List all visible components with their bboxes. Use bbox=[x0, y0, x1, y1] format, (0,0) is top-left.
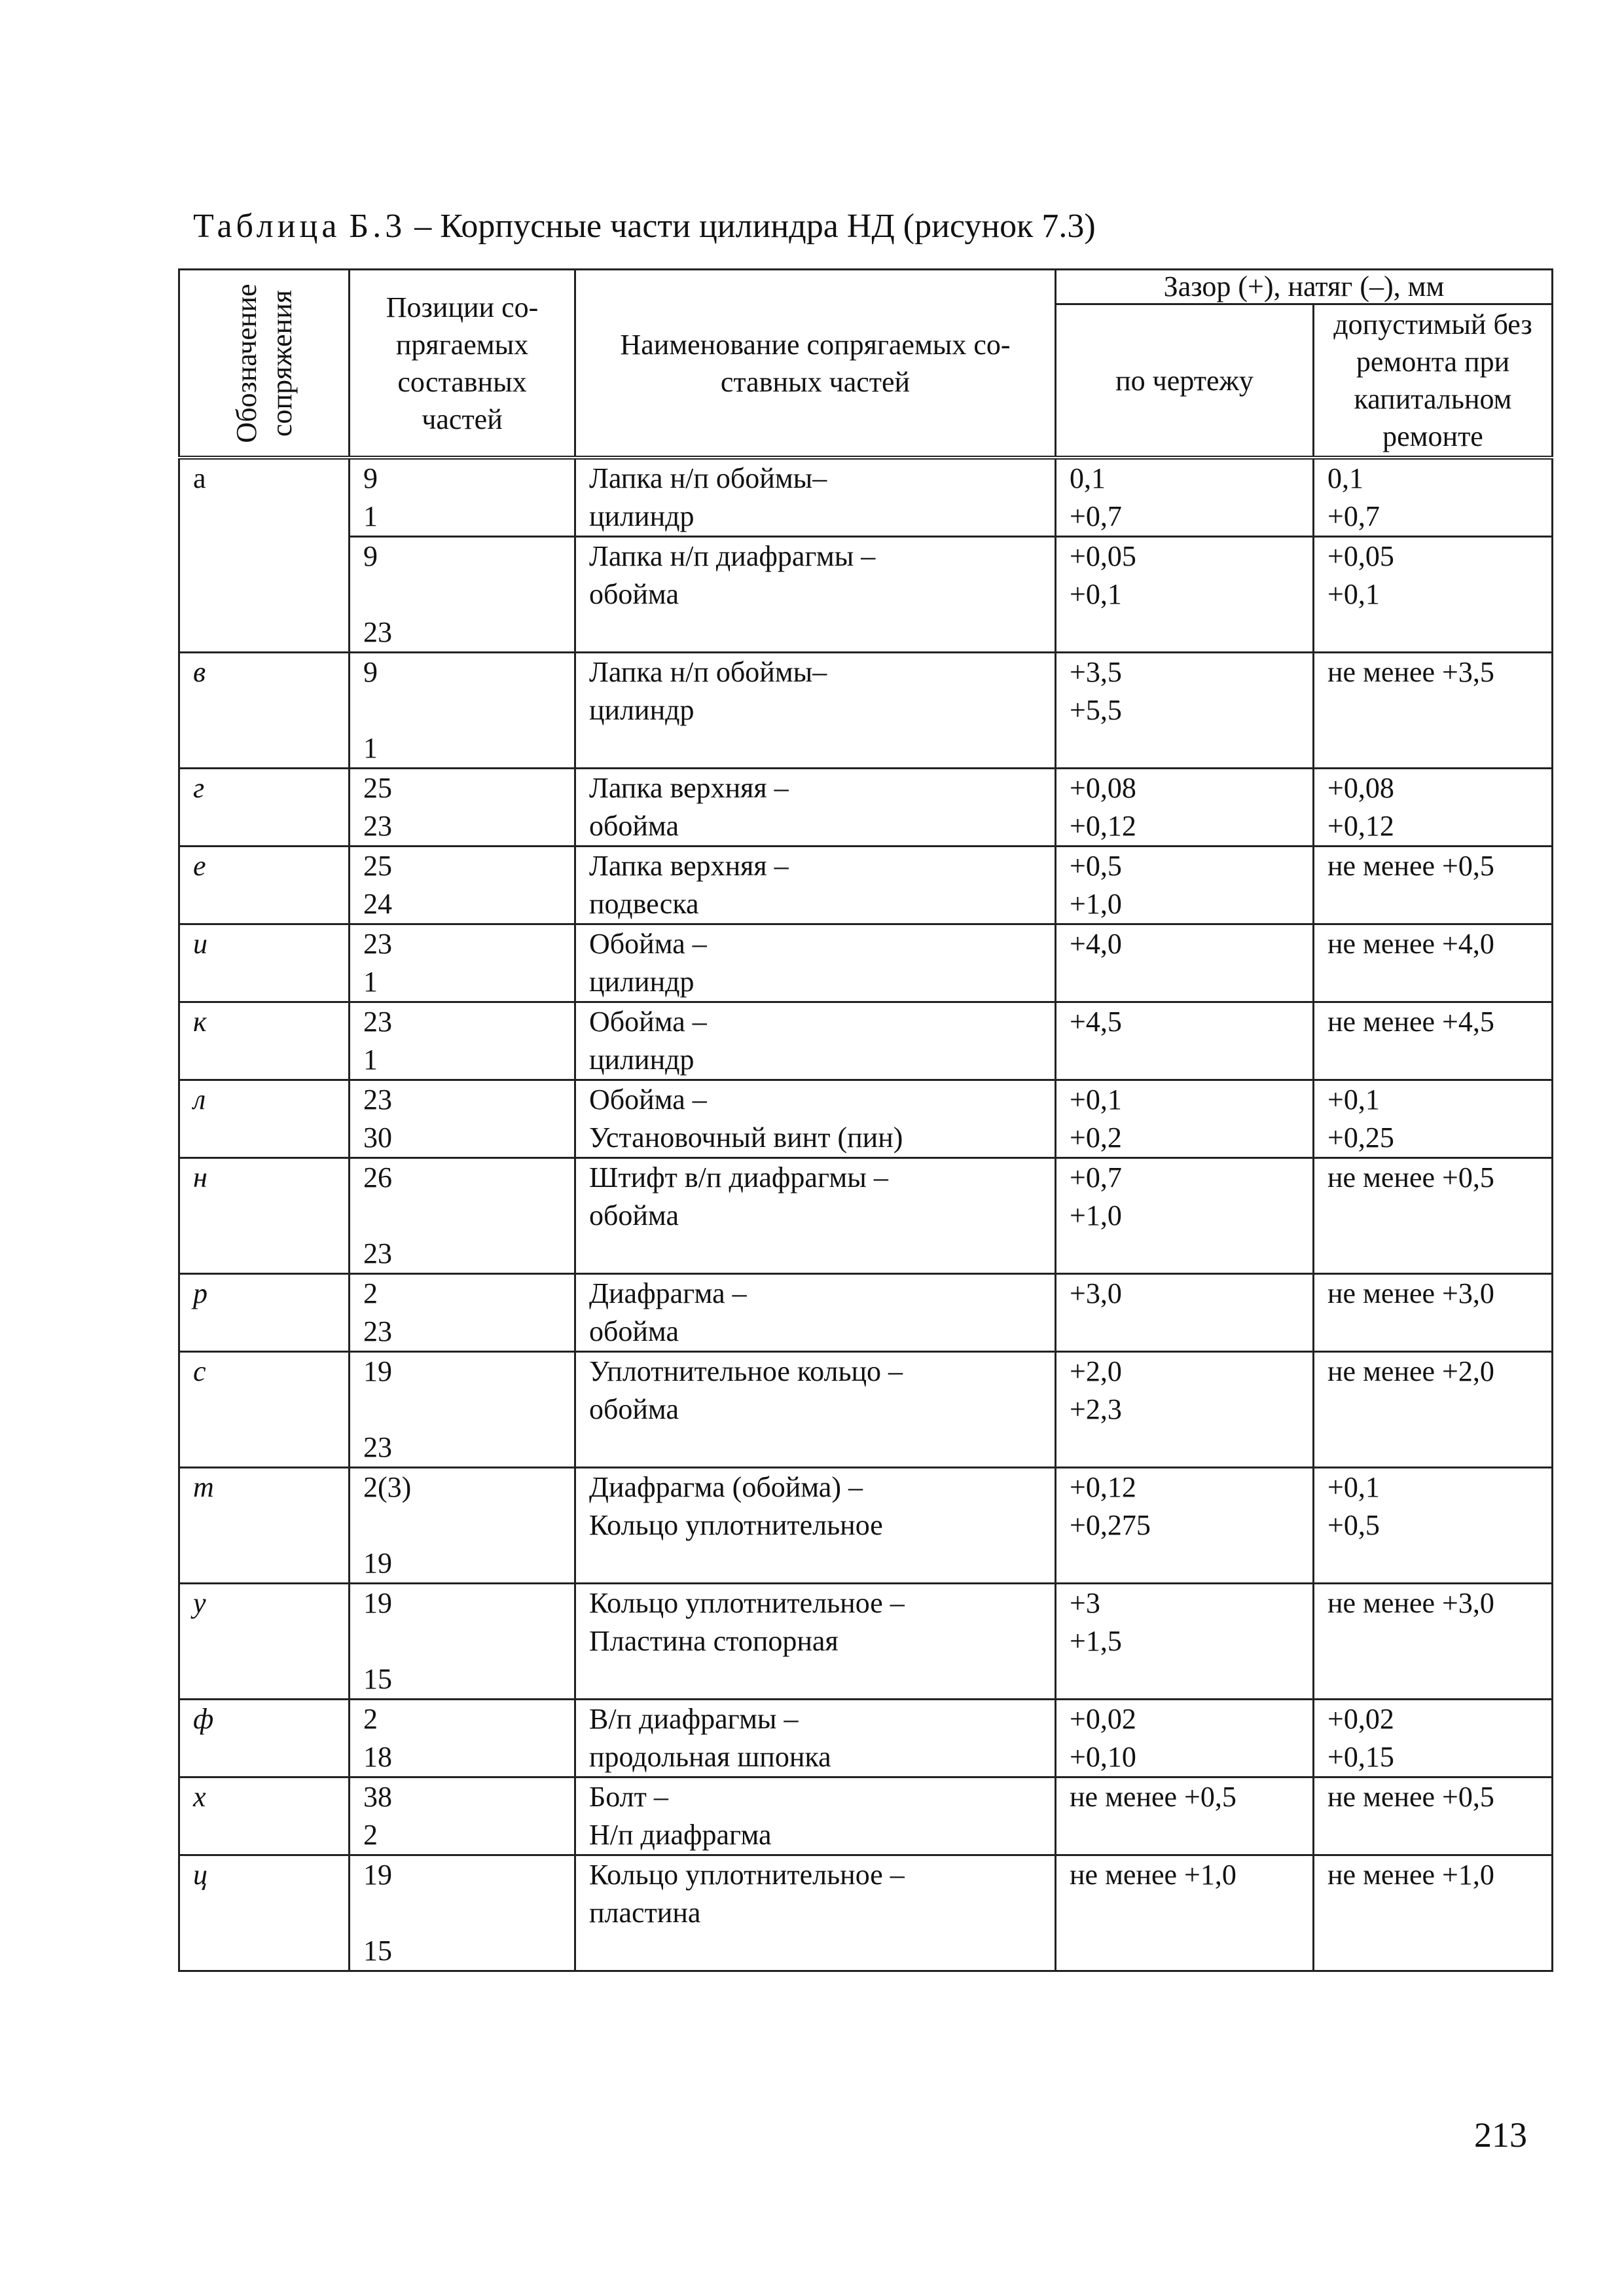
cell-positions-line: 23 bbox=[363, 1237, 392, 1269]
header-positions: Позиции со-прягаемых составных частей bbox=[350, 270, 575, 458]
cell-allowed-line: не менее +4,0 bbox=[1327, 928, 1494, 960]
cell-allowed-line: не менее +4,5 bbox=[1327, 1006, 1494, 1038]
cell-positions bbox=[350, 1274, 575, 1352]
cell-positions-line: 23 bbox=[363, 928, 392, 960]
table-row bbox=[179, 1855, 1553, 1971]
cell-by-drawing-line: +3 bbox=[1070, 1587, 1100, 1619]
cell-positions-line bbox=[363, 691, 574, 729]
cell-by-drawing-line: +1,5 bbox=[1070, 1625, 1122, 1657]
cell-by-drawing-line: 0,1 bbox=[1070, 462, 1106, 494]
cell-by-drawing-line: +2,3 bbox=[1070, 1393, 1122, 1425]
cell-positions-line: 19 bbox=[363, 1355, 392, 1387]
cell-name bbox=[575, 1777, 1056, 1855]
cell-by-drawing bbox=[1056, 1274, 1314, 1352]
cell-name-line: подвеска bbox=[589, 888, 699, 920]
cell-designation: х bbox=[179, 1777, 350, 1855]
cell-positions-line: 1 bbox=[363, 500, 378, 532]
cell-positions-line: 19 bbox=[363, 1859, 392, 1891]
table-row bbox=[179, 1468, 1553, 1584]
table-row bbox=[179, 537, 1553, 653]
table-row bbox=[179, 653, 1553, 769]
cell-allowed-line: 0,1 bbox=[1327, 462, 1363, 494]
cell-name-line: цилиндр bbox=[589, 500, 695, 532]
cell-by-drawing-line: +0,08 bbox=[1070, 772, 1136, 804]
cell-positions bbox=[350, 769, 575, 847]
cell-name-line: Диафрагма – bbox=[589, 1277, 747, 1309]
cell-positions-line bbox=[363, 1894, 574, 1932]
cell-allowed bbox=[1314, 1158, 1553, 1274]
cell-positions-line: 9 bbox=[363, 462, 378, 494]
cell-name-line: обойма bbox=[589, 578, 679, 610]
cell-allowed-line: не менее +2,0 bbox=[1327, 1355, 1494, 1387]
cell-positions-line: 23 bbox=[363, 1315, 392, 1347]
cell-by-drawing bbox=[1056, 1158, 1314, 1274]
cell-positions-line bbox=[363, 1506, 574, 1544]
cell-name bbox=[575, 769, 1056, 847]
cell-by-drawing-line: +0,7 bbox=[1070, 1161, 1122, 1194]
cell-allowed-line: не менее +3,0 bbox=[1327, 1587, 1494, 1619]
cell-by-drawing bbox=[1056, 537, 1314, 653]
cell-name-line: Лапка н/п обоймы– bbox=[589, 462, 827, 494]
cell-name-line: Н/п диафрагма bbox=[589, 1819, 772, 1851]
cell-name bbox=[575, 1700, 1056, 1777]
table-row bbox=[179, 458, 1553, 537]
cell-positions-line: 23 bbox=[363, 1006, 392, 1038]
cell-allowed bbox=[1314, 1274, 1553, 1352]
cell-by-drawing bbox=[1056, 1352, 1314, 1468]
table-row bbox=[179, 847, 1553, 924]
cell-positions-line: 24 bbox=[363, 888, 392, 920]
cell-designation: а bbox=[179, 458, 350, 653]
cell-name-line: Обойма – bbox=[589, 928, 707, 960]
cell-by-drawing-line: +0,02 bbox=[1070, 1703, 1136, 1735]
page-number: 213 bbox=[1474, 2115, 1527, 2155]
cell-name-line: обойма bbox=[589, 1199, 679, 1231]
cell-name-line: Обойма – bbox=[589, 1006, 707, 1038]
cell-name-line: продольная шпонка bbox=[589, 1741, 831, 1773]
cell-positions-line bbox=[363, 1391, 574, 1429]
cell-by-drawing-line: +3,5 bbox=[1070, 656, 1122, 688]
cell-designation: н bbox=[179, 1158, 350, 1274]
cell-designation: и bbox=[179, 924, 350, 1002]
cell-name-line: обойма bbox=[589, 810, 679, 842]
cell-by-drawing-line: не менее +1,0 bbox=[1070, 1859, 1236, 1891]
cell-allowed-line: не менее +0,5 bbox=[1327, 1161, 1494, 1194]
cell-allowed-line: не менее +0,5 bbox=[1327, 1781, 1494, 1813]
cell-allowed bbox=[1314, 653, 1553, 769]
cell-positions-line: 25 bbox=[363, 772, 392, 804]
cell-name-line: Лапка верхняя – bbox=[589, 772, 789, 804]
cell-name-line: Кольцо уплотнительное – bbox=[589, 1859, 905, 1891]
cell-positions-line: 15 bbox=[363, 1935, 392, 1967]
cell-positions-line: 9 bbox=[363, 540, 378, 572]
cell-positions-line: 38 bbox=[363, 1781, 392, 1813]
cell-name-line: Лапка н/п диафрагмы – bbox=[589, 540, 876, 572]
cell-positions-line: 2 bbox=[363, 1277, 378, 1309]
cell-positions bbox=[350, 1158, 575, 1274]
cell-allowed bbox=[1314, 1777, 1553, 1855]
cell-name-line: Уплотнительное кольцо – bbox=[589, 1355, 903, 1387]
caption-label: Таблица bbox=[193, 208, 341, 245]
cell-by-drawing bbox=[1056, 1468, 1314, 1584]
cell-by-drawing-line: +0,12 bbox=[1070, 1471, 1136, 1503]
cell-positions bbox=[350, 1584, 575, 1700]
cell-allowed bbox=[1314, 1352, 1553, 1468]
cell-allowed bbox=[1314, 769, 1553, 847]
cell-name-line: цилиндр bbox=[589, 694, 695, 726]
cell-positions-line: 23 bbox=[363, 616, 392, 648]
cell-allowed-line: +0,08 bbox=[1327, 772, 1394, 804]
cell-positions-line: 19 bbox=[363, 1547, 392, 1579]
cell-positions bbox=[350, 653, 575, 769]
cell-name bbox=[575, 1274, 1056, 1352]
cell-allowed bbox=[1314, 1468, 1553, 1584]
cell-name-line: цилиндр bbox=[589, 966, 695, 998]
cell-name-line: Установочный винт (пин) bbox=[589, 1121, 903, 1154]
cell-positions bbox=[350, 1352, 575, 1468]
cell-by-drawing-line: +0,1 bbox=[1070, 1084, 1122, 1116]
cell-name-line: Болт – bbox=[589, 1781, 668, 1813]
cell-positions-line: 18 bbox=[363, 1741, 392, 1773]
cell-allowed-line: +0,15 bbox=[1327, 1741, 1394, 1773]
cell-by-drawing-line: +0,12 bbox=[1070, 810, 1136, 842]
cell-by-drawing-line: +4,0 bbox=[1070, 928, 1122, 960]
cell-allowed-line: не менее +1,0 bbox=[1327, 1859, 1494, 1891]
cell-designation: е bbox=[179, 847, 350, 924]
cell-name-line: обойма bbox=[589, 1315, 679, 1347]
header-name: Наименование сопрягаемых со-ставных частей bbox=[575, 270, 1056, 458]
cell-designation: к bbox=[179, 1002, 350, 1080]
cell-by-drawing bbox=[1056, 1700, 1314, 1777]
table-row bbox=[179, 1080, 1553, 1158]
table-caption bbox=[193, 206, 1096, 247]
cell-allowed-line: +0,02 bbox=[1327, 1703, 1394, 1735]
cell-by-drawing-line: +0,275 bbox=[1070, 1509, 1151, 1541]
cell-allowed-line: +0,25 bbox=[1327, 1121, 1394, 1154]
cell-allowed-line: не менее +0,5 bbox=[1327, 850, 1494, 882]
table-row bbox=[179, 1584, 1553, 1700]
cell-allowed-line: +0,05 bbox=[1327, 540, 1394, 572]
table-row bbox=[179, 1274, 1553, 1352]
cell-allowed-line: +0,5 bbox=[1327, 1509, 1380, 1541]
table-row bbox=[179, 1777, 1553, 1855]
cell-positions bbox=[350, 1777, 575, 1855]
cell-allowed-line: не менее +3,5 bbox=[1327, 656, 1494, 688]
cell-positions-line: 2 bbox=[363, 1819, 378, 1851]
cell-designation: ц bbox=[179, 1855, 350, 1971]
cell-name bbox=[575, 1002, 1056, 1080]
cell-positions-line: 9 bbox=[363, 656, 378, 688]
cell-by-drawing bbox=[1056, 847, 1314, 924]
cell-by-drawing-line: +1,0 bbox=[1070, 888, 1122, 920]
cell-by-drawing bbox=[1056, 1777, 1314, 1855]
cell-name-line: Диафрагма (обойма) – bbox=[589, 1471, 863, 1503]
cell-by-drawing bbox=[1056, 1080, 1314, 1158]
cell-by-drawing-line: +0,2 bbox=[1070, 1121, 1122, 1154]
cell-designation: ф bbox=[179, 1700, 350, 1777]
cell-allowed-line: +0,1 bbox=[1327, 578, 1380, 610]
cell-by-drawing bbox=[1056, 1584, 1314, 1700]
cell-name bbox=[575, 653, 1056, 769]
cell-positions-line: 19 bbox=[363, 1587, 392, 1619]
cell-designation: с bbox=[179, 1352, 350, 1468]
cell-by-drawing-line: не менее +0,5 bbox=[1070, 1781, 1236, 1813]
cell-allowed bbox=[1314, 1080, 1553, 1158]
cell-positions-line: 1 bbox=[363, 1044, 378, 1076]
cell-designation: р bbox=[179, 1274, 350, 1352]
cell-allowed bbox=[1314, 537, 1553, 653]
table-row bbox=[179, 1158, 1553, 1274]
cell-name bbox=[575, 1080, 1056, 1158]
cell-positions-line bbox=[363, 575, 574, 613]
cell-name-line: Кольцо уплотнительное bbox=[589, 1509, 883, 1541]
cell-by-drawing-line: +0,7 bbox=[1070, 500, 1122, 532]
cell-name-line: цилиндр bbox=[589, 1044, 695, 1076]
header-by-drawing: по чертежу bbox=[1056, 304, 1314, 458]
table-row bbox=[179, 924, 1553, 1002]
cell-by-drawing-line: +0,10 bbox=[1070, 1741, 1136, 1773]
table-row bbox=[179, 769, 1553, 847]
cell-name bbox=[575, 537, 1056, 653]
cell-positions-line bbox=[363, 1622, 574, 1660]
caption-number: Б.3 bbox=[349, 208, 406, 245]
cell-name-line: Обойма – bbox=[589, 1084, 707, 1116]
cell-allowed bbox=[1314, 1855, 1553, 1971]
cell-by-drawing-line: +1,0 bbox=[1070, 1199, 1122, 1231]
cell-positions bbox=[350, 847, 575, 924]
cell-name bbox=[575, 1855, 1056, 1971]
cell-allowed bbox=[1314, 1002, 1553, 1080]
mating-parts-table bbox=[178, 268, 1553, 1972]
cell-name bbox=[575, 458, 1056, 537]
cell-by-drawing-line: +5,5 bbox=[1070, 694, 1122, 726]
cell-name-line: В/п диафрагмы – bbox=[589, 1703, 799, 1735]
cell-by-drawing bbox=[1056, 1855, 1314, 1971]
cell-name-line: Пластина стопорная bbox=[589, 1625, 839, 1657]
cell-allowed-line: +0,12 bbox=[1327, 810, 1394, 842]
cell-positions-line: 2(3) bbox=[363, 1471, 412, 1503]
table-row bbox=[179, 1002, 1553, 1080]
cell-positions bbox=[350, 924, 575, 1002]
table-row bbox=[179, 1700, 1553, 1777]
header-designation: Обозначение сопряжения bbox=[179, 270, 350, 458]
cell-by-drawing bbox=[1056, 653, 1314, 769]
cell-allowed bbox=[1314, 458, 1553, 537]
cell-name bbox=[575, 1158, 1056, 1274]
cell-by-drawing-line: +0,05 bbox=[1070, 540, 1136, 572]
cell-allowed-line: +0,1 bbox=[1327, 1471, 1380, 1503]
header-allowed: допустимый без ремонта при капитальном ремонте bbox=[1314, 304, 1553, 458]
cell-positions bbox=[350, 1855, 575, 1971]
cell-positions-line: 23 bbox=[363, 1431, 392, 1463]
cell-positions-line: 15 bbox=[363, 1663, 392, 1695]
cell-by-drawing-line: +0,5 bbox=[1070, 850, 1122, 882]
cell-name-line: Кольцо уплотнительное – bbox=[589, 1587, 905, 1619]
cell-by-drawing bbox=[1056, 458, 1314, 537]
cell-name bbox=[575, 847, 1056, 924]
cell-name bbox=[575, 924, 1056, 1002]
cell-positions-line: 1 bbox=[363, 966, 378, 998]
cell-allowed-line: +0,1 bbox=[1327, 1084, 1380, 1116]
cell-positions bbox=[350, 537, 575, 653]
cell-name-line: пластина bbox=[589, 1897, 701, 1929]
cell-by-drawing bbox=[1056, 924, 1314, 1002]
cell-designation: т bbox=[179, 1468, 350, 1584]
cell-allowed bbox=[1314, 924, 1553, 1002]
cell-name bbox=[575, 1468, 1056, 1584]
cell-positions-line: 23 bbox=[363, 810, 392, 842]
cell-positions-line: 1 bbox=[363, 732, 378, 764]
cell-designation: г bbox=[179, 769, 350, 847]
cell-by-drawing-line: +2,0 bbox=[1070, 1355, 1122, 1387]
cell-name bbox=[575, 1352, 1056, 1468]
cell-by-drawing bbox=[1056, 769, 1314, 847]
cell-name-line: Штифт в/п диафрагмы – bbox=[589, 1161, 888, 1194]
cell-designation: в bbox=[179, 653, 350, 769]
cell-designation: у bbox=[179, 1584, 350, 1700]
cell-positions-line: 26 bbox=[363, 1161, 392, 1194]
cell-positions-line: 2 bbox=[363, 1703, 378, 1735]
table-row bbox=[179, 1352, 1553, 1468]
cell-allowed bbox=[1314, 1584, 1553, 1700]
cell-name-line: Лапка н/п обоймы– bbox=[589, 656, 827, 688]
cell-name-line: обойма bbox=[589, 1393, 679, 1425]
cell-positions bbox=[350, 1700, 575, 1777]
cell-allowed-line: +0,7 bbox=[1327, 500, 1380, 532]
table-body bbox=[179, 458, 1553, 1971]
cell-positions-line bbox=[363, 1197, 574, 1235]
cell-positions-line: 23 bbox=[363, 1084, 392, 1116]
cell-allowed bbox=[1314, 847, 1553, 924]
cell-designation: л bbox=[179, 1080, 350, 1158]
cell-by-drawing-line: +3,0 bbox=[1070, 1277, 1122, 1309]
cell-by-drawing bbox=[1056, 1002, 1314, 1080]
cell-by-drawing-line: +0,1 bbox=[1070, 578, 1122, 610]
cell-positions-line: 25 bbox=[363, 850, 392, 882]
cell-positions bbox=[350, 458, 575, 537]
cell-name-line: Лапка верхняя – bbox=[589, 850, 789, 882]
cell-allowed bbox=[1314, 1700, 1553, 1777]
cell-positions-line: 30 bbox=[363, 1121, 392, 1154]
cell-by-drawing-line: +4,5 bbox=[1070, 1006, 1122, 1038]
cell-positions bbox=[350, 1080, 575, 1158]
caption-text: – Корпусные части цилиндра НД (рисунок 7.3) bbox=[414, 208, 1096, 245]
cell-allowed-line: не менее +3,0 bbox=[1327, 1277, 1494, 1309]
cell-name bbox=[575, 1584, 1056, 1700]
cell-positions bbox=[350, 1468, 575, 1584]
header-gap-group: Зазор (+), натяг (–), мм bbox=[1056, 270, 1553, 304]
cell-positions bbox=[350, 1002, 575, 1080]
